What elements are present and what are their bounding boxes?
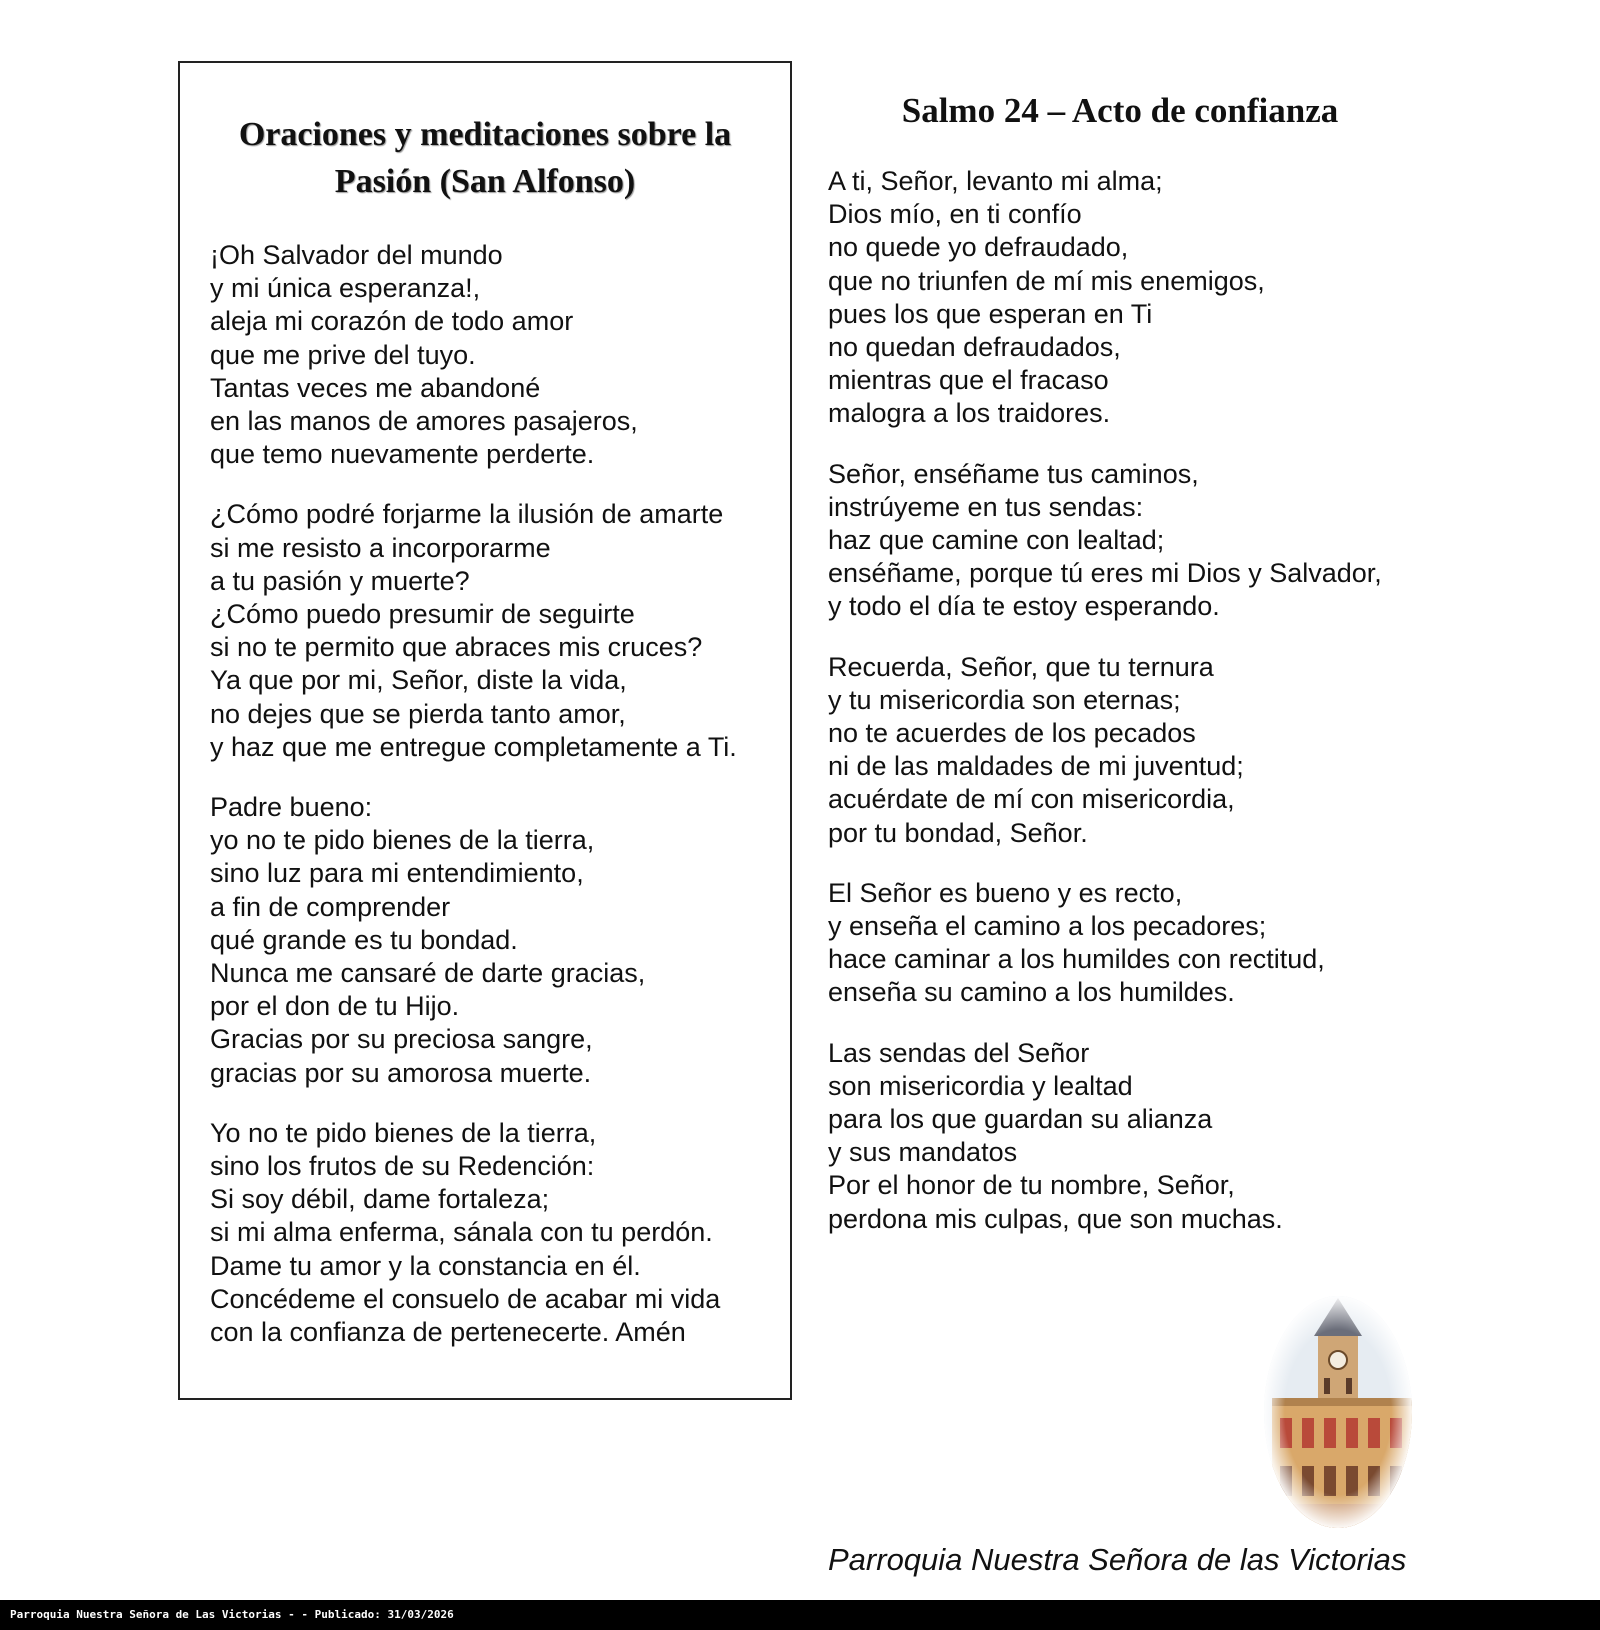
verse-line: para los que guardan su alianza — [828, 1104, 1213, 1135]
parish-name: Parroquia Nuestra Señora de las Victorias — [828, 1542, 1407, 1577]
verse-line: pues los que esperan en Ti — [828, 298, 1153, 329]
stanza — [828, 651, 1428, 850]
verse-line: son misericordia y lealtad — [828, 1070, 1133, 1101]
verse-line: ni de las maldades de mi juventud; — [828, 751, 1244, 782]
stanza — [828, 1037, 1428, 1236]
verse-line: y mi única esperanza!, — [210, 273, 481, 304]
verse-line: Las sendas del Señor — [828, 1037, 1090, 1068]
verse-line: enséñame, porque tú eres mi Dios y Salvador, — [828, 558, 1382, 589]
verse-line: si me resisto a incorporarme — [210, 532, 551, 563]
verse-line: en las manos de amores pasajeros, — [210, 406, 638, 437]
verse-line: Gracias por su preciosa sangre, — [210, 1024, 593, 1055]
prayer-title — [180, 111, 790, 205]
verse-line: no quedan defraudados, — [828, 332, 1121, 363]
verse-line: malogra a los traidores. — [828, 398, 1111, 429]
prayer-text — [210, 239, 780, 1376]
verse-line: yo no te pido bienes de la tierra, — [210, 825, 595, 856]
verse-line: aleja mi corazón de todo amor — [210, 306, 574, 337]
stanza — [828, 458, 1428, 624]
stanza — [828, 877, 1428, 1010]
verse-line: y sus mandatos — [828, 1137, 1018, 1168]
verse-line: qué grande es tu bondad. — [210, 924, 518, 955]
verse-line: gracias por su amorosa muerte. — [210, 1057, 592, 1088]
verse-line: no dejes que se pierda tanto amor, — [210, 698, 626, 729]
verse-line: Ya que por mi, Señor, diste la vida, — [210, 665, 627, 696]
verse-line: El Señor es bueno y es recto, — [828, 877, 1183, 908]
stanza — [210, 1117, 780, 1349]
verse-line: ¡Oh Salvador del mundo — [210, 240, 503, 270]
verse-line: ¿Cómo puedo presumir de seguirte — [210, 599, 635, 630]
verse-line: Concédeme el consuelo de acabar mi vida — [210, 1283, 721, 1314]
psalm-text — [828, 165, 1428, 1263]
verse-line: a fin de comprender — [210, 891, 451, 922]
verse-line: Recuerda, Señor, que tu ternura — [828, 651, 1214, 682]
verse-line: a tu pasión y muerte? — [210, 565, 470, 596]
verse-line: no quede yo defraudado, — [828, 232, 1129, 263]
stanza — [210, 791, 780, 1090]
stanza — [210, 498, 780, 764]
verse-line: y tu misericordia son eternas; — [828, 684, 1181, 715]
publication-bar: Parroquia Nuestra Señora de Las Victorias - - Publicado: 31/03/2026 — [0, 1600, 1600, 1630]
verse-line: haz que camine con lealtad; — [828, 525, 1165, 556]
verse-line: sino luz para mi entendimiento, — [210, 858, 584, 889]
verse-line: perdona mis culpas, que son muchas. — [828, 1203, 1283, 1234]
verse-line: Nunca me cansaré de darte gracias, — [210, 958, 646, 989]
verse-line: sino los frutos de su Redención: — [210, 1151, 595, 1182]
verse-line: que no triunfen de mí mis enemigos, — [828, 265, 1265, 296]
verse-line: que me prive del tuyo. — [210, 339, 476, 370]
verse-line: Padre bueno: — [210, 792, 373, 823]
verse-line: por el don de tu Hijo. — [210, 991, 460, 1022]
verse-line: instrúyeme en tus sendas: — [828, 491, 1144, 522]
verse-line: Dame tu amor y la constancia en él. — [210, 1250, 641, 1281]
verse-line: A ti, Señor, levanto mi alma; — [828, 166, 1163, 196]
verse-line: si mi alma enferma, sánala con tu perdón. — [210, 1217, 713, 1248]
stanza — [828, 165, 1428, 431]
verse-line: enseña su camino a los humildes. — [828, 977, 1235, 1008]
verse-line: ¿Cómo podré forjarme la ilusión de amarte — [210, 499, 724, 530]
verse-line: y enseña el camino a los pecadores; — [828, 911, 1267, 942]
verse-line: acuérdate de mí con misericordia, — [828, 784, 1235, 815]
verse-line: que temo nuevamente perderte. — [210, 439, 595, 470]
verse-line: hace caminar a los humildes con rectitud, — [828, 944, 1325, 975]
verse-line: Tantas veces me abandoné — [210, 372, 541, 403]
verse-line: si no te permito que abraces mis cruces? — [210, 632, 703, 663]
verse-line: mientras que el fracaso — [828, 365, 1109, 396]
verse-line: y todo el día te estoy esperando. — [828, 591, 1220, 622]
prayer-title-line-1: Oraciones y meditaciones sobre la — [238, 116, 732, 153]
prayer-box — [178, 61, 792, 1400]
psalm-title: Salmo 24 – Acto de confianza — [901, 91, 1339, 130]
church-building-icon — [1262, 1294, 1414, 1530]
verse-line: Yo no te pido bienes de la tierra, — [210, 1117, 597, 1148]
verse-line: Señor, enséñame tus caminos, — [828, 458, 1199, 489]
verse-line: no te acuerdes de los pecados — [828, 718, 1196, 749]
verse-line: Por el honor de tu nombre, Señor, — [828, 1170, 1235, 1201]
prayer-title-line-2: Pasión (San Alfonso) — [334, 163, 636, 200]
verse-line: por tu bondad, Señor. — [828, 817, 1088, 848]
verse-line: Si soy débil, dame fortaleza; — [210, 1184, 550, 1215]
stanza — [210, 239, 780, 471]
verse-line: con la confianza de pertenecerte. Amén — [210, 1317, 686, 1348]
verse-line: Dios mío, en ti confío — [828, 199, 1082, 230]
verse-line: y haz que me entregue completamente a Ti. — [210, 731, 737, 762]
